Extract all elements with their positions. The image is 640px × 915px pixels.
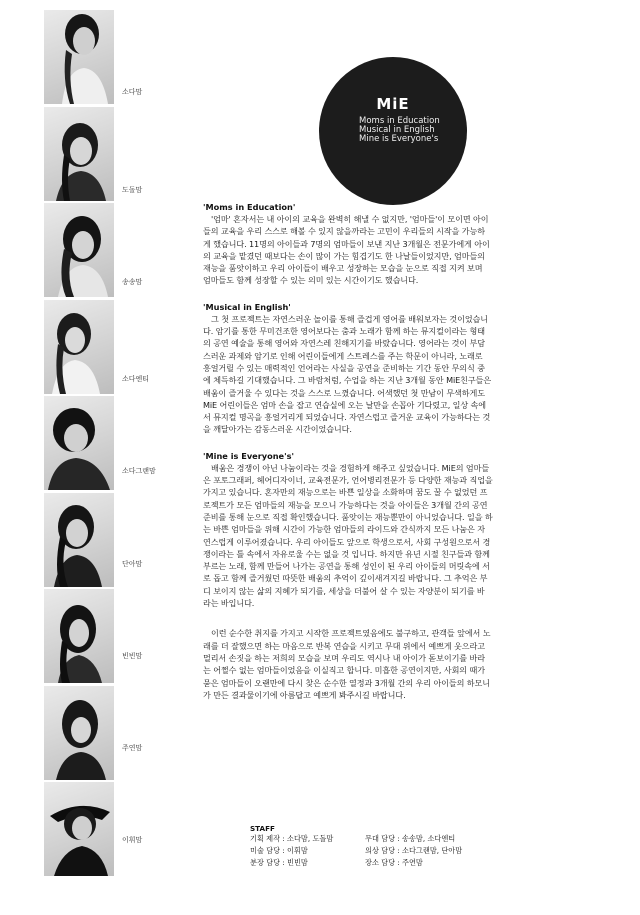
member-portrait-photo — [44, 300, 114, 394]
member-name: 이휘맘 — [122, 836, 143, 844]
para-line: 준비를 통해 눈으로 직접 확인했습니다. 품앗이는 재능뿐만이 아니었습니다. 일을 하 — [203, 511, 493, 522]
para-line: 들의 교육을 우리 스스로 해볼 수 있지 않을까라는 고민이 우리들의 시작을 가능하 — [203, 226, 485, 237]
para-line: 는 바쁜 엄마들을 위해 시간이 가능한 엄마들의 라이드와 간식까지 모든 나눔은 자 — [203, 524, 485, 535]
para-line: 의 공연 예술을 통해 영어와 자연스레 친해지기를 바랐습니다. 영어라는 것이 부담 — [203, 338, 485, 349]
member-row — [44, 589, 143, 686]
section-heading: 'Musical in English' — [203, 301, 291, 312]
member-name: 주연맘 — [122, 743, 143, 752]
para-line: 가 만든 결과물이기에 아름답고 예쁘게 봐주시길 바랍니다. — [203, 689, 406, 700]
section-closing — [203, 627, 603, 701]
member-portrait-photo — [44, 589, 114, 683]
logo-tagline: Mine is Everyone's — [359, 134, 439, 144]
para-line: 의 교육을 맡겼던 때보다는 손이 많이 가는 힘겹기도 한 나날들이었지만, 엄마들의 — [203, 250, 485, 261]
member-portrait-photo — [44, 782, 114, 876]
member-portrait-photo — [44, 10, 114, 104]
member-portrait-photo — [44, 493, 114, 587]
para-line: 디 보이지 않는 삶의 지혜가 되기를, 세상을 더불어 살 수 있는 자양분이 되기를 바 — [203, 585, 485, 596]
member-name: 빈빈맘 — [122, 652, 143, 660]
member-row — [44, 396, 156, 493]
para-line: 흥얼거릴 수 있는 매력적인 언어라는 사실을 공연을 준비하는 기간 동안 무의식 중 — [203, 362, 485, 373]
staff-item: 의상 담당 : 소다그랜맘, 단아맘 — [365, 846, 463, 855]
para-line: 배움은 경쟁이 아닌 나눔이라는 것을 경험하게 해주고 싶었습니다. MiE의 엄마들 — [211, 462, 490, 473]
para-line: 연스럽게 이루어졌습니다. 우리 아이들도 앞으로 학생으로서, 사회 구성원으로서 경 — [203, 536, 491, 547]
para-line: 게 했습니다. 11명의 아이들과 7명의 엄마들이 보낸 지난 3개월은 전문가에게 아이 — [203, 238, 490, 249]
staff-item: 기획 제작 : 소다맘, 도돌맘 — [250, 834, 334, 843]
para-line: 이런 순수한 취지를 가지고 시작한 프로젝트였음에도 불구하고, 관객들 앞에서 노 — [211, 628, 491, 639]
logo-tagline: Moms in Education — [359, 116, 440, 126]
para-line: 을 깨달아가는 감동스러운 시간이었습니다. — [203, 424, 352, 435]
para-line: 재능을 품앗이하고 우리 아이들이 배우고 성장하는 모습을 눈으로 직접 지켜 보며 — [203, 263, 483, 274]
para-line: 다. 암기를 통한 무미건조한 영어보다는 춤과 노래가 함께 하는 뮤지컬이라는 형태 — [203, 326, 485, 337]
section-heading: 'Moms in Education' — [203, 202, 296, 212]
section-heading: 'Mine is Everyone's' — [203, 450, 294, 461]
member-portrait-photo — [44, 396, 114, 490]
para-line: 는 어쩔수 없는 엄마들이었음을 이실직고 합니다. 미흡한 공연이지만, 사회의 때가 — [203, 665, 485, 676]
section-mine-is-everyones — [203, 451, 603, 610]
para-line: 쟁이라는 틀 속에서 자유로울 수는 없을 것 입니다. 하지만 유년 시절 친구들과 함께 — [203, 548, 490, 559]
member-row — [44, 782, 143, 879]
staff-credits — [250, 824, 485, 868]
para-line: 묻은 엄마들이 오랜만에 다시 찾은 순수한 열정과 3개월 간의 우리 아이들의 하모니 — [203, 677, 490, 688]
para-line: 엄마들도 함께 성장할 수 있는 의미 있는 시간이기도 했습니다. — [203, 275, 419, 286]
member-name: 소다맘 — [122, 88, 143, 96]
staff-item: 무대 담당 : 송송맘, 소다엔티 — [365, 834, 456, 843]
para-line: '엄마' 혼자서는 내 아이의 교육을 완벽히 해낼 수 없지만, '엄마들'이 모이면 아이 — [211, 214, 489, 224]
staff-item: 장소 담당 : 주연맘 — [365, 858, 423, 867]
section-musical-in-english — [203, 302, 603, 436]
para-line: MiE 어린이들은 엄마 손을 잡고 연습실에 오는 날만을 손꼽아 기다렸고, 일상 속에 — [203, 399, 486, 410]
member-row — [44, 300, 150, 397]
para-line: 라는 바입니다. — [203, 598, 255, 609]
staff-heading: STAFF — [250, 824, 275, 833]
portrait-column — [44, 10, 156, 879]
para-line: 서 뮤지컬 명곡을 흥얼거리게 되었습니다. 자연스럽고 즐거운 교육이 가능하다는 것 — [203, 412, 491, 423]
para-line: 멀리서 손짓을 하는 저희의 모습을 보며 우리도 역시나 내 아이가 돋보이기를 바라 — [203, 652, 485, 663]
staff-item: 미술 담당 : 이휘맘 — [250, 846, 308, 855]
member-name: 단아맘 — [122, 559, 143, 568]
para-line: 은 포토그래퍼, 헤어디자이너, 교육전문가, 언어병리전문가 등 다양한 재능과 직업을 — [203, 475, 493, 486]
member-name: 소다엔티 — [122, 374, 150, 383]
para-line: 로젝트가 모든 엄마들의 재능을 모으니 가능하다는 것을 아이들은 3개월 간의 공연 — [203, 499, 488, 510]
member-row — [44, 107, 143, 204]
staff-grid — [250, 834, 485, 868]
member-name: 소다그랜맘 — [122, 467, 156, 475]
para-line: 에 체득하길 기대했습니다. 그 바람처럼, 수업을 하는 지난 3개월 동안 MiE친구들은 — [203, 375, 492, 386]
para-line: 래를 더 잘했으면 하는 마음으로 반복 연습을 시키고 무대 위에서 예쁘게 웃으라고 — [203, 640, 485, 651]
logo-title: MiE — [376, 95, 410, 113]
para-line: 가지고 있습니다. 혼자만의 재능으로는 바쁜 일상을 소화하며 꿈도 꿀 수 없었던 프 — [203, 487, 488, 498]
member-row — [44, 686, 143, 783]
para-line: 그 첫 프로젝트는 자연스러운 놀이를 통해 즐겁게 영어를 배워보자는 것이었습니 — [211, 313, 488, 324]
section-moms-in-education — [203, 202, 603, 287]
member-row — [44, 10, 143, 107]
logo-tagline: Musical in English — [359, 125, 435, 135]
member-portrait-photo — [44, 107, 114, 201]
para-line: 배움이 즐거울 수 있다는 것을 스스로 느꼈습니다. 어색했던 첫 만남이 무색하게도 — [203, 387, 485, 398]
para-line: 부르는 노래, 함께 만들어 나가는 공연을 통해 성인이 된 우리 아이들의 머릿속에 서 — [203, 561, 490, 572]
mie-logo — [319, 57, 467, 205]
para-line: 로 돕고 함께 즐거웠던 따뜻한 배움의 추억이 깊이새겨지길 바랍니다. 그 추억은 부 — [203, 573, 488, 584]
member-portrait-photo — [44, 686, 114, 780]
para-line: 스러운 과제와 암기로 인해 어린이들에게 스트레스를 주는 학문이 아니라, 노래로 — [203, 350, 483, 361]
member-name: 도돌맘 — [122, 185, 143, 194]
member-portrait-photo — [44, 203, 114, 297]
member-name: 송송맘 — [122, 278, 143, 286]
staff-item: 분장 담당 : 빈빈맘 — [250, 858, 308, 867]
member-row — [44, 493, 143, 590]
member-row — [44, 203, 143, 300]
body-text — [203, 202, 603, 701]
